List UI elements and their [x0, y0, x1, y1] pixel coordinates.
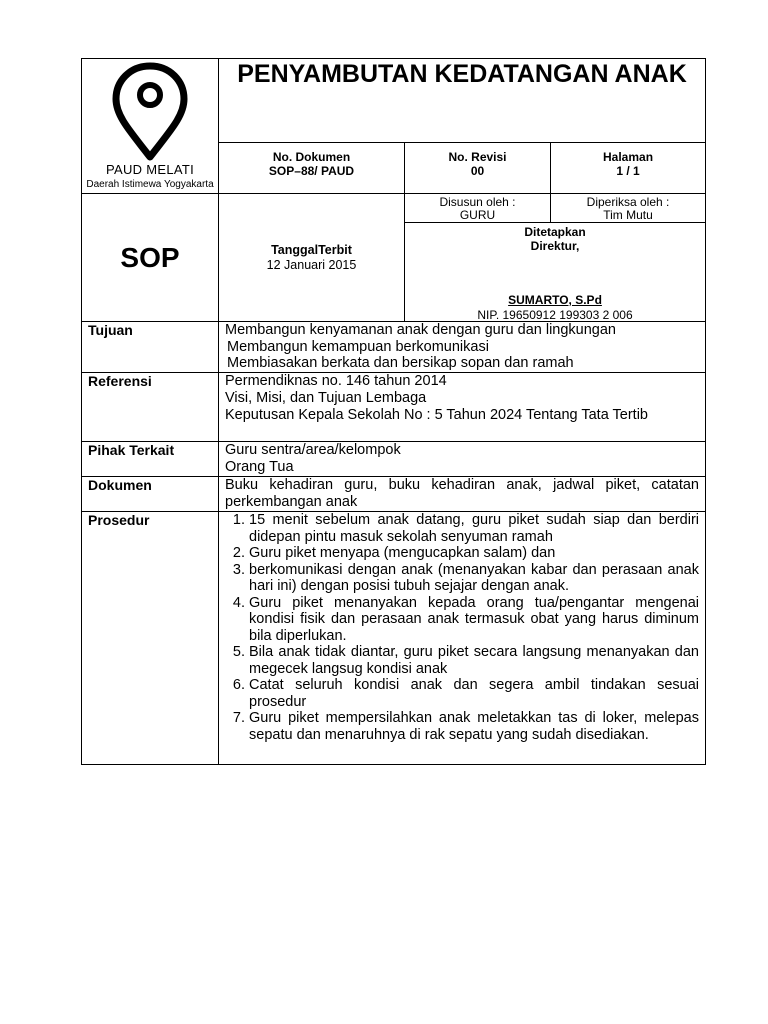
document-title: PENYAMBUTAN KEDATANGAN ANAK: [219, 59, 706, 143]
prosedur-list: [219, 512, 705, 743]
row-pihak-terkait: [82, 442, 706, 477]
revision-cell: [405, 142, 551, 193]
row-tujuan: [82, 322, 706, 373]
referensi-value: [219, 373, 706, 442]
tujuan-value: [219, 322, 706, 373]
pihak-terkait-line: Guru sentra/area/kelompok: [225, 442, 401, 458]
prosedur-step: 4. Guru piket menanyakan kepada orang tua/pengantar mengenai kondisi fisik dan perasaan anak termasuk obat yang harus diminum bila diperlukan.: [249, 595, 699, 645]
referensi-line: Keputusan Kepala Sekolah No : 5 Tahun 2024 Tentang Tata Tertib: [225, 407, 648, 423]
tujuan-line: Membangun kenyamanan anak dengan guru dan lingkungan: [225, 322, 616, 338]
sop-document: [81, 58, 705, 765]
prepared-by-cell: [405, 194, 551, 223]
prepared-by-value: GURU: [459, 208, 496, 222]
pihak-terkait-value: [219, 442, 706, 477]
referensi-line: Permendiknas no. 146 tahun 2014: [225, 373, 447, 389]
prosedur-step: 2. Guru piket menyapa (mengucapkan salam) dan: [249, 545, 699, 562]
issue-date-label: TanggalTerbit: [271, 242, 352, 257]
revision-label: No. Revisi: [448, 149, 507, 164]
approval-heading: [405, 225, 705, 253]
row-dokumen: [82, 477, 706, 512]
sop-header-table: [81, 58, 706, 322]
sop-label: SOP: [82, 194, 219, 322]
checked-by-cell: [551, 194, 706, 223]
doc-number-value: SOP–88/ PAUD: [268, 163, 355, 178]
page-cell: [551, 142, 706, 193]
row-prosedur: [82, 512, 706, 765]
referensi-label: Referensi: [82, 373, 219, 442]
prosedur-step: 3. berkomunikasi dengan anak (menanyakan kabar dan perasaan anak hari ini) dengan posisi tubuh sejajar dengan anak.: [249, 562, 699, 595]
dokumen-label: Dokumen: [82, 477, 219, 512]
approval-role: Direktur,: [530, 239, 580, 253]
tujuan-label: Tujuan: [82, 322, 219, 373]
prosedur-step: 6. Catat seluruh kondisi anak dan segera ambil tindakan sesuai prosedur: [249, 677, 699, 710]
issue-date-cell: [219, 194, 405, 322]
checked-by-label: Diperiksa oleh :: [586, 195, 670, 209]
tujuan-line: Membangun kemampuan berkomunikasi: [227, 338, 489, 355]
revision-value: 00: [470, 163, 485, 178]
approval-label: Ditetapkan: [524, 225, 586, 239]
signer-nip: NIP. 19650912 199303 2 006: [477, 308, 633, 322]
prosedur-step: 1. 15 menit sebelum anak datang, guru piket sudah siap dan berdiri didepan pintu masuk sekolah senyuman ramah: [249, 512, 699, 545]
page-value: 1 / 1: [616, 163, 640, 178]
referensi-line: Visi, Misi, dan Tujuan Lembaga: [225, 390, 427, 406]
prepared-by-label: Disusun oleh :: [439, 195, 516, 209]
row-referensi: [82, 373, 706, 442]
issue-date-value: 12 Januari 2015: [266, 257, 357, 272]
approval-cell: [405, 223, 706, 322]
doc-number-label: No. Dokumen: [272, 149, 351, 164]
prosedur-step: 5. Bila anak tidak diantar, guru piket secara langsung menanyakan dan megecek langsug kondisi anak: [249, 644, 699, 677]
dokumen-value: Buku kehadiran guru, buku kehadiran anak, jadwal piket, catatan perkembangan anak: [219, 477, 706, 512]
tujuan-line: Membiasakan berkata dan bersikap sopan dan ramah: [227, 355, 574, 371]
prosedur-value: [219, 512, 706, 765]
org-name: PAUD MELATI: [105, 162, 195, 177]
sop-content-table: [81, 321, 706, 765]
org-region: Daerah Istimewa Yogyakarta: [86, 179, 214, 190]
page-label: Halaman: [603, 149, 654, 164]
prosedur-label: Prosedur: [82, 512, 219, 765]
location-pin-icon: [110, 61, 190, 161]
doc-number-cell: [219, 142, 405, 193]
pihak-terkait-line: Orang Tua: [225, 458, 294, 475]
prosedur-step: 7. Guru piket mempersilahkan anak meletakkan tas di loker, melepas sepatu dan menaruhnya di rak sepatu yang sudah disediakan.: [249, 710, 699, 743]
logo-cell: [82, 59, 219, 194]
signer-name: SUMARTO, S.Pd: [508, 293, 602, 307]
checked-by-value: Tim Mutu: [603, 208, 653, 222]
pihak-terkait-label: Pihak Terkait: [82, 442, 219, 477]
